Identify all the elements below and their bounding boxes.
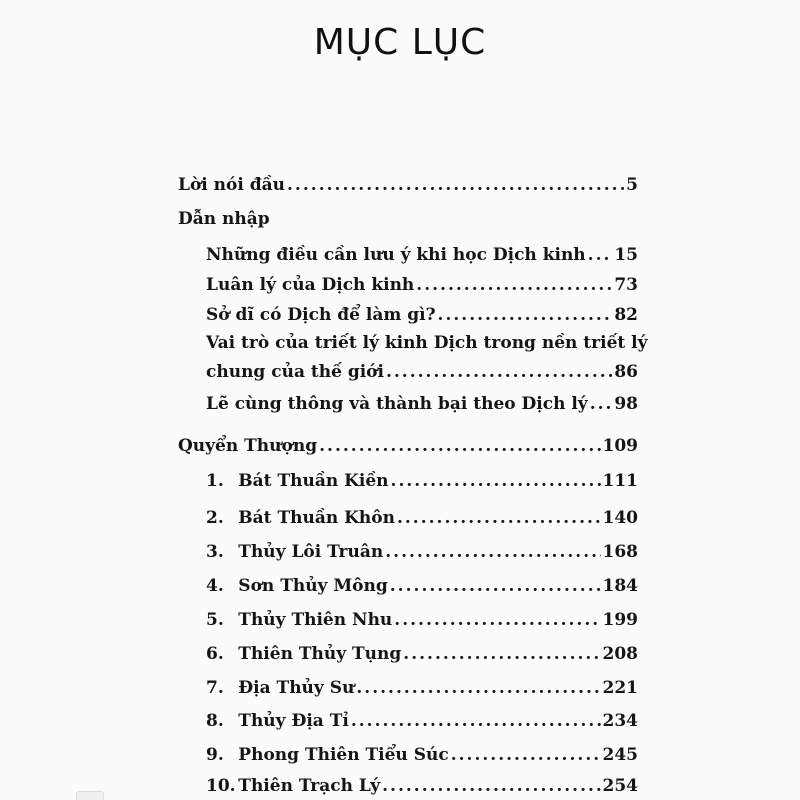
- leader-dots: [287, 174, 624, 196]
- toc-entry-label-line1: Vai trò của triết lý kinh Dịch trong nền triết lý: [206, 333, 648, 353]
- toc-chapter: [206, 677, 638, 699]
- chapter-number: 2.: [206, 508, 224, 528]
- toc-page-number: 140: [602, 508, 638, 528]
- chapter-number: 10.: [206, 776, 236, 796]
- toc-entry-label: Bát Thuần Khôn: [238, 508, 395, 528]
- toc-page-number: 208: [602, 644, 638, 664]
- toc-entry-label: Thủy Lôi Truân: [238, 542, 384, 562]
- toc-page-number: 168: [602, 542, 638, 562]
- leader-dots: [391, 470, 601, 492]
- leader-dots: [590, 393, 613, 415]
- toc-entry-label: Quyển Thượng: [178, 436, 318, 456]
- chapter-number: 7.: [206, 678, 224, 698]
- toc-chapter: [206, 609, 638, 631]
- toc-page-number: 5: [626, 175, 638, 195]
- toc-entry: [206, 361, 638, 383]
- toc-entry-label: Lời nói đầu: [178, 175, 286, 195]
- toc-page-number: 15: [614, 245, 638, 265]
- leader-dots: [438, 304, 613, 326]
- toc-entry: [206, 304, 638, 326]
- toc-page-number: 254: [602, 776, 638, 796]
- chapter-number: 4.: [206, 576, 224, 596]
- leader-dots: [319, 435, 600, 457]
- toc-page-number: 82: [614, 305, 638, 325]
- toc-chapter: [206, 470, 638, 492]
- toc-page-number: 111: [602, 471, 638, 491]
- toc-entry-label: Địa Thủy Sư: [238, 678, 355, 698]
- toc-entry: [206, 393, 638, 415]
- toc-entry-preface: [178, 174, 638, 196]
- toc-page-number: 109: [602, 436, 638, 456]
- toc-page-number: 86: [614, 362, 638, 382]
- toc-entry-label: Lẽ cùng thông và thành bại theo Dịch lý: [206, 394, 588, 414]
- toc-chapter: [206, 575, 638, 597]
- toc-page-number: 73: [614, 275, 638, 295]
- page-title: MỤC LỤC: [313, 22, 487, 63]
- toc-chapter: [206, 643, 638, 665]
- toc-entry: [206, 244, 638, 266]
- leader-dots: [416, 274, 612, 296]
- toc-entry-label: Thủy Địa Tỉ: [238, 711, 349, 731]
- toc-page-number: 245: [602, 745, 638, 765]
- toc-page-number: 184: [602, 576, 638, 596]
- toc-page-number: 221: [602, 678, 638, 698]
- chapter-number: 1.: [206, 471, 224, 491]
- leader-dots: [394, 609, 600, 631]
- toc-entry-label: Thiên Trạch Lý: [238, 776, 381, 796]
- toc-entry-label: chung của thế giới: [206, 362, 384, 382]
- leader-dots: [397, 507, 601, 529]
- toc-page-number: 199: [602, 610, 638, 630]
- leader-dots: [588, 244, 613, 266]
- leader-dots: [356, 677, 600, 699]
- toc-entry-label: Thủy Thiên Nhu: [238, 610, 393, 630]
- leader-dots: [403, 643, 600, 665]
- leader-dots: [390, 575, 601, 597]
- chapter-number: 6.: [206, 644, 224, 664]
- toc-entry-label: Phong Thiên Tiểu Súc: [238, 745, 449, 765]
- toc-chapter: [206, 541, 638, 563]
- toc-entry-label: Sơn Thủy Mông: [238, 576, 388, 596]
- toc-chapter: [206, 775, 638, 797]
- chapter-number: 3.: [206, 542, 224, 562]
- toc-chapter: [206, 507, 638, 529]
- leader-dots: [386, 361, 612, 383]
- toc-chapter: [206, 744, 638, 766]
- leader-dots: [385, 541, 600, 563]
- toc-entry-label: Những điều cần lưu ý khi học Dịch kinh: [206, 245, 586, 265]
- leader-dots: [451, 744, 601, 766]
- toc-entry-label: Bát Thuần Kiền: [238, 471, 389, 491]
- toc-entry: [206, 274, 638, 296]
- toc-entry-volume: [178, 435, 638, 457]
- toc-chapter: [206, 710, 638, 732]
- chapter-number: 9.: [206, 745, 224, 765]
- toc-entry-label: Luân lý của Dịch kinh: [206, 275, 415, 295]
- leader-dots: [382, 775, 600, 797]
- chapter-number: 8.: [206, 711, 224, 731]
- page-corner-mark: [76, 791, 104, 800]
- toc-heading-intro: Dẫn nhập: [178, 209, 270, 229]
- toc-page-number: 234: [602, 711, 638, 731]
- leader-dots: [351, 710, 601, 732]
- toc-page-number: 98: [614, 394, 638, 414]
- chapter-number: 5.: [206, 610, 224, 630]
- toc-entry-label: Thiên Thủy Tụng: [238, 644, 402, 664]
- toc-entry-label: Sở dĩ có Dịch để làm gì?: [206, 305, 436, 325]
